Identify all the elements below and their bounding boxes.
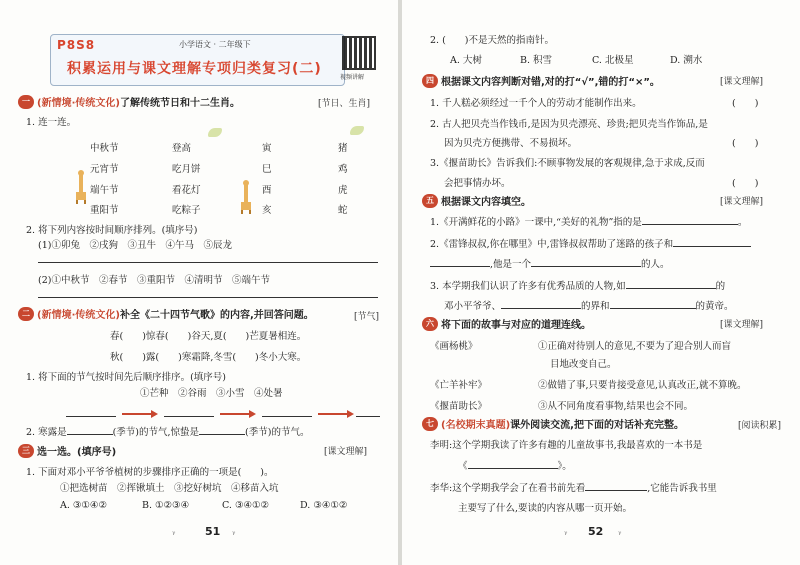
festival-item[interactable]: 端午节 [90, 185, 119, 196]
custom-item[interactable]: 吃粽子 [172, 205, 201, 216]
question-label: 1. 将下面的节气按时间先后顺序排序。(填序号) [26, 372, 226, 383]
arrow-icon [318, 410, 354, 418]
page-title: 积累运用与课文理解专项归类复习(二) [67, 61, 322, 77]
zodiac-item[interactable]: 蛇 [338, 205, 348, 216]
question-items: (2)①中秋节 ②春节 ③重阳节 ④清明节 ⑤端午节 [38, 275, 270, 286]
question-items: ①芒种 ②谷雨 ③小雪 ④处暑 [140, 388, 283, 399]
dialog-text: ,它能告诉我书里 [647, 483, 717, 494]
fill-line [430, 256, 670, 270]
section-number-badge: 一 [18, 95, 34, 109]
statement-line: 因为贝壳方便携带、不易损坏。 [444, 138, 578, 149]
qr-code-icon[interactable] [342, 36, 376, 70]
option-c[interactable]: C. 北极星 [592, 55, 634, 66]
branch-item[interactable]: 亥 [262, 205, 272, 216]
moral-item[interactable]: ②做错了事,只要肯接受意见,认真改正,就不算晚。 [538, 380, 747, 391]
answer-paren[interactable]: ( ) [732, 98, 759, 109]
section-title: 选一选。(填序号) [37, 447, 117, 458]
section-tag: (新情境·传统文化) [37, 310, 120, 321]
statement-line: 会把事情办坏。 [444, 178, 511, 189]
dialog-text: 李华:这个学期我学会了在看书前先看 [430, 483, 586, 494]
custom-item[interactable]: 吃月饼 [172, 164, 201, 175]
statement-line: 3.《揠苗助长》告诉我们:不顾事物发展的客观规律,急于求成,反而 [430, 158, 705, 169]
option-b[interactable]: B. ①②③④ [142, 500, 190, 511]
answer-paren[interactable]: ( ) [732, 178, 759, 189]
page-number: 51 [205, 525, 221, 538]
fill-text: 的黄帝。 [695, 301, 734, 312]
answer-blank[interactable] [673, 237, 751, 247]
section-tag: (名校期末真题) [441, 420, 511, 431]
section-category: [课文理解] [720, 77, 764, 87]
answer-blank[interactable] [468, 459, 558, 469]
answer-blank[interactable] [356, 416, 380, 417]
option-a[interactable]: A. 大树 [450, 55, 482, 66]
section-4-header [422, 73, 660, 88]
section-category: [节气] [354, 312, 380, 322]
moral-item-cont: 目地改变自己。 [550, 359, 617, 370]
question-label: 1. 下面对邓小平爷爷植树的步骤排序正确的一项是( )。 [26, 467, 274, 478]
custom-item[interactable]: 看花灯 [172, 185, 201, 196]
arrow-icon [122, 410, 158, 418]
grade-label: 小学语文 · 二年级下 [179, 40, 251, 49]
option-b[interactable]: B. 积雪 [520, 55, 553, 66]
question-label: 2. 将下列内容按时间顺序排列。(填序号) [26, 225, 198, 236]
section-category: [课文理解] [720, 320, 764, 330]
option-a[interactable]: A. ③①④② [60, 500, 107, 511]
sprout-icon: ᵞ [232, 530, 236, 540]
section-number-badge: 五 [422, 194, 438, 208]
fill-line [430, 278, 725, 292]
title-banner [50, 34, 345, 86]
festival-item[interactable]: 中秋节 [90, 143, 119, 154]
answer-blank[interactable] [262, 416, 312, 417]
answer-line[interactable] [38, 262, 378, 263]
section-5-header [422, 193, 531, 208]
giraffe-icon [238, 180, 254, 214]
section-title: 课外阅读交流,把下面的对话补充完整。 [510, 420, 684, 431]
branch-item[interactable]: 寅 [262, 143, 272, 154]
fill-text: 的人。 [641, 259, 670, 270]
question-label: 2. ( )不是天然的指南针。 [430, 35, 554, 46]
section-1-header [18, 94, 240, 109]
brand-logo: P8S8 [57, 38, 96, 52]
leaf-icon [208, 128, 222, 137]
fill-text: 的 [715, 281, 726, 292]
dialog-line [458, 458, 572, 472]
fill-line [444, 298, 734, 312]
giraffe-icon [73, 170, 89, 204]
section-title: 根据课文内容填空。 [441, 197, 531, 208]
section-number-badge: 七 [422, 417, 438, 431]
left-page [0, 0, 398, 565]
section-tag: (新情境·传统文化) [37, 98, 120, 109]
statement-line: 2. 古人把贝壳当作钱币,是因为贝壳漂亮、珍贵;把贝壳当作饰品,是 [430, 119, 708, 130]
fill-text: 的界和 [581, 301, 610, 312]
moral-item[interactable]: ①正确对待别人的意见,不要为了迎合别人而盲 [538, 341, 732, 352]
option-c[interactable]: C. ③④①② [222, 500, 270, 511]
sprout-icon: ᵞ [618, 530, 622, 540]
answer-blank[interactable] [626, 279, 716, 289]
question-part: (季节)的节气,惊蛰是 [112, 427, 200, 438]
moral-item[interactable]: ③从不同角度看事物,结果也会不同。 [538, 401, 694, 412]
fill-line [430, 214, 747, 228]
answer-blank[interactable] [164, 416, 214, 417]
answer-blank[interactable] [66, 416, 116, 417]
qr-caption: 视频讲解 [340, 74, 365, 81]
fill-text: 1.《开满鲜花的小路》一课中,“美好的礼物”指的是 [430, 217, 642, 228]
question-items: (1)①卯兔 ②戌狗 ③丑牛 ④午马 ⑤辰龙 [38, 240, 232, 251]
answer-blank[interactable] [642, 215, 738, 225]
page-number: 52 [588, 525, 604, 538]
question-text [26, 424, 309, 438]
answer-blank[interactable] [610, 299, 696, 309]
sprout-icon: ᵞ [172, 530, 176, 540]
story-item[interactable]: 《画杨桃》 [430, 341, 478, 352]
section-2-header [18, 306, 314, 321]
story-item[interactable]: 《亡羊补牢》 [430, 380, 488, 391]
dialog-text: 》。 [557, 461, 572, 472]
section-category: [阅读积累] [738, 421, 782, 431]
fill-text: 2.《雷锋叔叔,你在哪里》中,雷锋叔叔帮助了迷路的孩子和 [430, 239, 674, 250]
section-3-header [18, 443, 116, 458]
branch-item[interactable]: 酉 [262, 185, 272, 196]
question-label: 1. 连一连。 [26, 117, 77, 128]
dialog-line: 李明:这个学期我读了许多有趣的儿童故事书,我最喜欢的一本书是 [430, 440, 703, 451]
answer-blank[interactable] [531, 257, 641, 267]
answer-blank[interactable] [67, 425, 113, 435]
section-number-badge: 四 [422, 74, 438, 88]
section-number-badge: 二 [18, 307, 34, 321]
poem-line: 春( )惊春( )谷天,夏( )芒夏暑相连。 [110, 331, 307, 342]
section-title: 将下面的故事与对应的道理连线。 [441, 320, 591, 331]
answer-blank[interactable] [430, 257, 490, 267]
zodiac-item[interactable]: 鸡 [338, 164, 348, 175]
statement-line: 1. 千人糕必须经过一千个人的劳动才能制作出来。 [430, 98, 642, 109]
answer-blank[interactable] [585, 481, 647, 491]
section-category: [节日、生肖] [318, 99, 371, 109]
option-d[interactable]: D. 溯水 [670, 55, 703, 66]
zodiac-item[interactable]: 虎 [338, 185, 348, 196]
section-6-header [422, 316, 591, 331]
section-category: [课文理解] [324, 447, 368, 457]
section-title: 补全《二十四节气歌》的内容,并回答问题。 [119, 310, 314, 321]
poem-line: 秋( )露( )寒霜降,冬雪( )冬小大寒。 [110, 352, 307, 363]
story-item[interactable]: 《揠苗助长》 [430, 401, 488, 412]
sprout-icon: ᵞ [564, 530, 568, 540]
answer-blank[interactable] [501, 299, 581, 309]
fill-text: 邓小平爷爷、 [444, 301, 502, 312]
arrow-icon [220, 410, 256, 418]
answer-paren[interactable]: ( ) [732, 138, 759, 149]
section-number-badge: 三 [18, 444, 34, 458]
fill-line [430, 236, 751, 250]
fill-text: ,他是一个 [490, 259, 532, 270]
dialog-text: 《 [458, 461, 468, 472]
leaf-icon [350, 126, 364, 135]
question-items: ①把选树苗 ②挥锹填土 ③挖好树坑 ④移苗入坑 [60, 483, 279, 494]
question-part: (季节)的节气。 [245, 427, 310, 438]
answer-line[interactable] [38, 297, 378, 298]
zodiac-item[interactable]: 猪 [338, 143, 348, 154]
section-title: 了解传统节日和十二生肖。 [119, 98, 240, 109]
section-category: [课文理解] [720, 197, 764, 207]
fill-text: 。 [737, 217, 748, 228]
custom-item[interactable]: 登高 [172, 143, 192, 154]
section-title: 根据课文内容判断对错,对的打“√”,错的打“×”。 [441, 77, 660, 88]
right-page [402, 0, 800, 565]
section-number-badge: 六 [422, 317, 438, 331]
festival-item[interactable]: 重阳节 [90, 205, 119, 216]
dialog-line [430, 480, 717, 494]
dialog-line: 主要写了什么,要读的内容从哪一页开始。 [458, 503, 633, 514]
option-d[interactable]: D. ③④①② [300, 500, 348, 511]
answer-blank[interactable] [199, 425, 245, 435]
section-7-header [422, 416, 684, 431]
festival-item[interactable]: 元宵节 [90, 164, 119, 175]
branch-item[interactable]: 巳 [262, 164, 272, 175]
fill-text: 3. 本学期我们认识了许多有优秀品质的人物,如 [430, 281, 626, 292]
question-part: 2. 寒露是 [26, 427, 67, 438]
